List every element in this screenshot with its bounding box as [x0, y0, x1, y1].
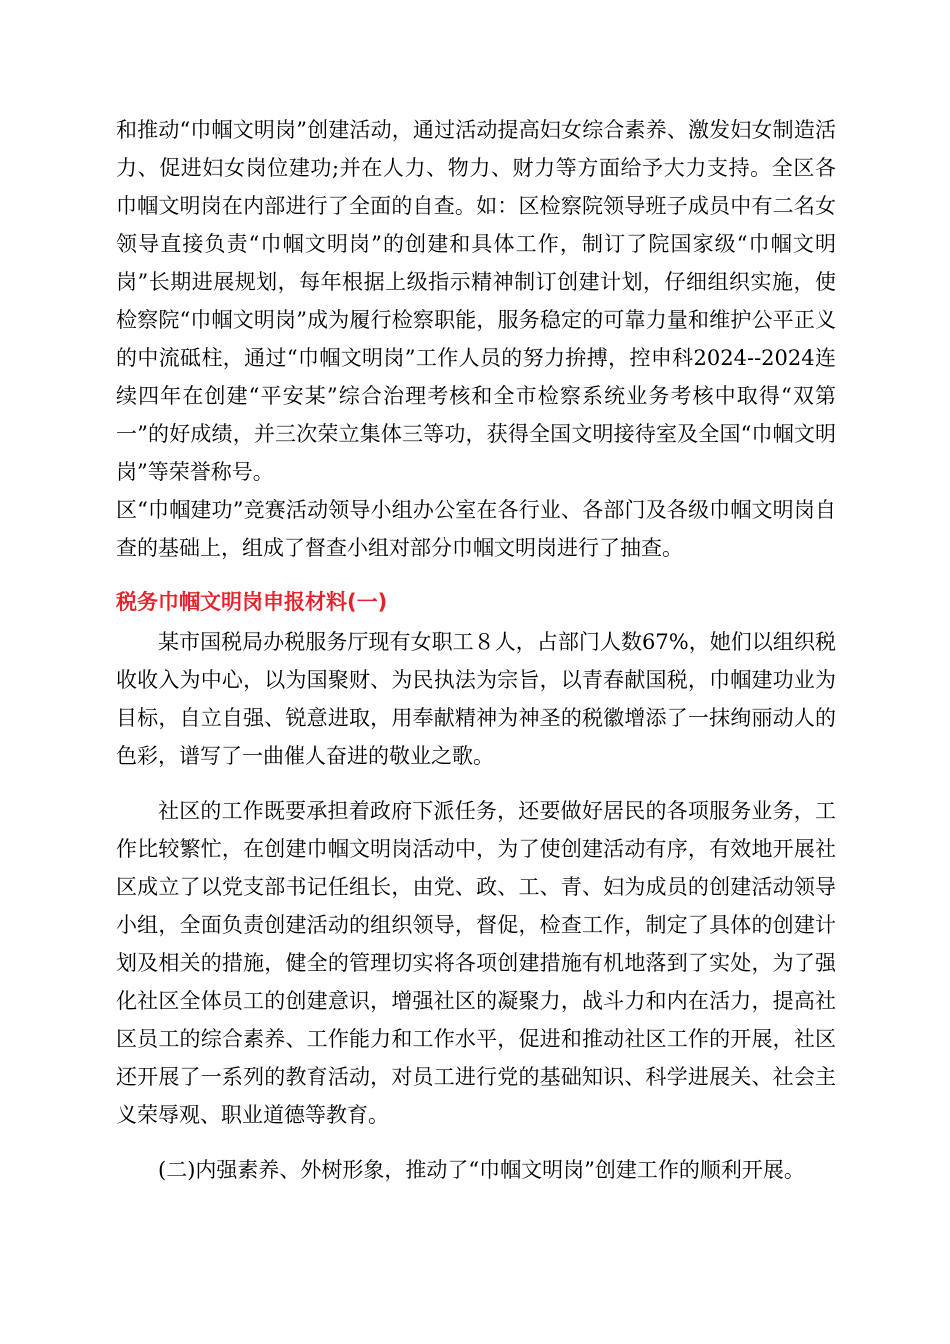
paragraph-spot-check: 区“巾帼建功”竞赛活动领导小组办公室在各行业、各部门及各级巾帼文明岗自查的基础上，组成了督查小组对部分巾帼文明岗进行了抽查。	[116, 498, 836, 560]
paragraph-community-work: 社区的工作既要承担着政府下派任务，还要做好居民的各项服务业务，工作比较繁忙，在创建巾帼文明岗活动中，为了使创建活动有序，有效地开展社区成立了以党支部书记任组长，由党、政、工、青、妇为成员的创建活动领导小组，全面负责创建活动的组织领导，督促，检查工作，制定了具体的创建计划及相关的措施，健全的管理切实将各项创建措施有机地落到了实处，为了强化社区全体员工的创建意识，增强社区的凝聚力，战斗力和内在活力，提高社区员工的综合素养、工作能力和工作水平，促进和推动社区工作的开展，社区还开展了一系列的教育活动，对员工进行党的基础知识、科学进展关、社会主义荣辱观、职业道德等教育。	[116, 799, 836, 1127]
document-page	[116, 111, 836, 1189]
paragraph-tax-hall: 某市国税局办税服务厅现有女职工８人，占部门人数67%，她们以组织税收收入为中心，以为国聚财、为民执法为宗旨，以青春献国税，巾帼建功业为目标，自立自强、锐意进取，用奉献精神为神圣的税徽增添了一抹绚丽动人的色彩，谱写了一曲催人奋进的敬业之歌。	[116, 630, 836, 768]
paragraph-section-two: (二)内强素养、外树形象，推动了“巾帼文明岗”创建工作的顺利开展。	[158, 1158, 805, 1182]
section-heading: 税务巾帼文明岗申报材料(一)	[116, 590, 388, 614]
paragraph-inspection-work: 和推动“巾帼文明岗”创建活动，通过活动提高妇女综合素养、激发妇女制造活力、促进妇女岗位建功;并在人力、物力、财力等方面给予大力支持。全区各巾帼文明岗在内部进行了全面的自查。如：区检察院领导班子成员中有二名女领导直接负责“巾帼文明岗”的创建和具体工作，制订了院国家级“巾帼文明岗”长期进展规划，每年根据上级指示精神制订创建计划，仔细组织实施，使检察院“巾帼文明岗”成为履行检察职能，服务稳定的可靠力量和维护公平正义的中流砥柱，通过“巾帼文明岗”工作人员的努力拚搏，控申科2024--2024连续四年在创建“平安某”综合治理考核和全市检察系统业务考核中取得“双第一”的好成绩，并三次荣立集体三等功，获得全国文明接待室及全国“巾帼文明岗”等荣誉称号。	[116, 118, 836, 484]
